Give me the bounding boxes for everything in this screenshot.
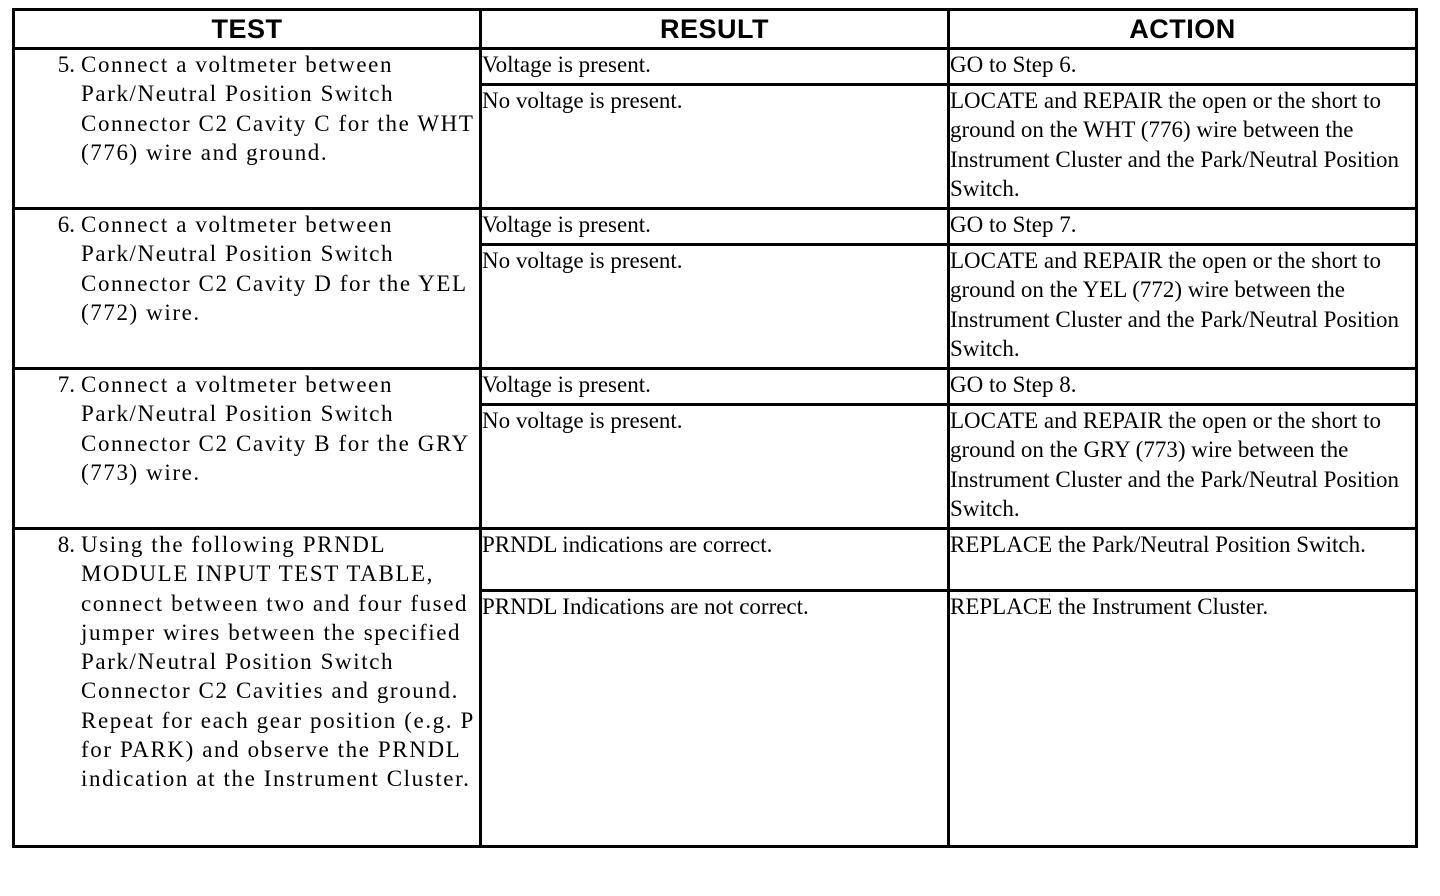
result-cell: No voltage is present. [480,245,948,369]
table-row [14,369,1417,405]
action-cell: LOCATE and REPAIR the open or the short to ground on the GRY (773) wire between the Instrument Cluster and the Park/Neutral Position Switch. [948,405,1416,529]
test-cell [14,49,481,209]
header-action: ACTION [948,10,1416,49]
step-text: Using the following PRNDL MODULE INPUT TEST TABLE, connect between two and four fused jumper wires between the specified Park/Neutral Position Switch Connector C2 Cavities and ground. Repeat for each gear position (e.g. P for PARK) and observe the PRNDL indication at the Instrument Cluster. [81,532,475,792]
table-row [14,209,1417,245]
test-cell [14,369,481,529]
result-cell: No voltage is present. [480,85,948,209]
step-number: 8. [57,532,75,557]
action-cell: REPLACE the Park/Neutral Position Switch. [948,529,1416,591]
header-test: TEST [14,10,481,49]
action-cell: GO to Step 7. [948,209,1416,245]
diagnostic-table [12,8,1418,848]
step-text: Connect a voltmeter between Park/Neutral Position Switch Connector C2 Cavity B for the GRY (773) wire. [81,372,469,485]
header-result: RESULT [480,10,948,49]
action-cell: GO to Step 6. [948,49,1416,85]
action-cell: LOCATE and REPAIR the open or the short to ground on the WHT (776) wire between the Instrument Cluster and the Park/Neutral Position Switch. [948,85,1416,209]
step-text: Connect a voltmeter between Park/Neutral Position Switch Connector C2 Cavity D for the YEL (772) wire. [81,212,467,325]
action-cell: REPLACE the Instrument Cluster. [948,591,1416,847]
result-cell: PRNDL indications are correct. [480,529,948,591]
result-cell: Voltage is present. [480,369,948,405]
result-cell: No voltage is present. [480,405,948,529]
step-text: Connect a voltmeter between Park/Neutral Position Switch Connector C2 Cavity C for the WHT (776) wire and ground. [81,52,475,165]
result-cell: PRNDL Indications are not correct. [480,591,948,847]
result-cell: Voltage is present. [480,209,948,245]
action-cell: LOCATE and REPAIR the open or the short to ground on the YEL (772) wire between the Instrument Cluster and the Park/Neutral Position Switch. [948,245,1416,369]
step-number: 7. [57,372,75,397]
table-row [14,529,1417,591]
step-number: 5. [57,52,75,77]
header-row [14,10,1417,49]
test-cell [14,209,481,369]
step-number: 6. [57,212,75,237]
test-cell [14,529,481,847]
result-cell: Voltage is present. [480,49,948,85]
table-row [14,49,1417,85]
action-cell: GO to Step 8. [948,369,1416,405]
